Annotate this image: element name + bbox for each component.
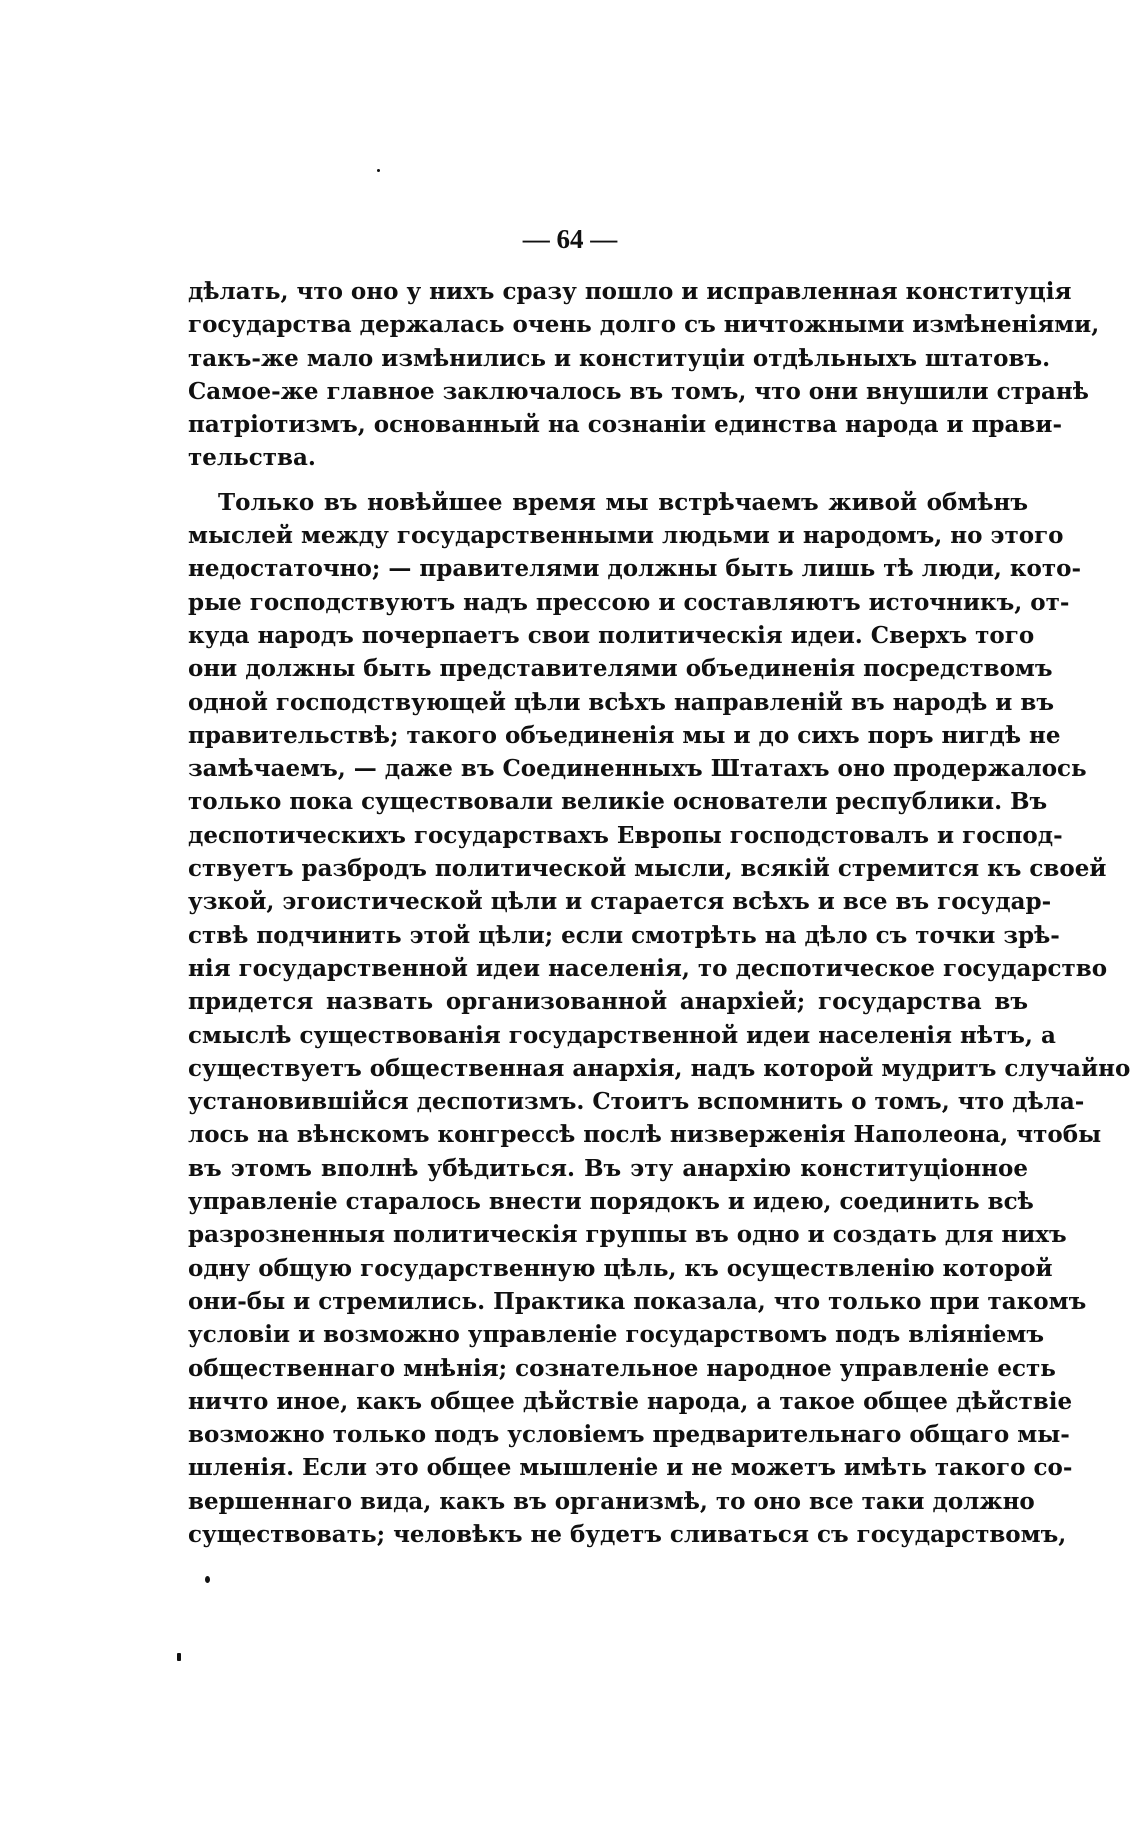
text-line: въ этомъ вполнѣ убѣдиться. Въ эту анархію конституціонное — [188, 1154, 1028, 1182]
text-line: существовать; человѣкъ не будетъ сливаться съ государствомъ, — [188, 1520, 1067, 1548]
text-line: установившійся деспотизмъ. Стоитъ вспомнить о томъ, что дѣла- — [188, 1088, 1085, 1116]
page-number: — 64 — — [522, 224, 618, 254]
text-line: ничто иное, какъ общее дѣйствіе народа, а такое общее дѣйствіе — [188, 1387, 1073, 1415]
text-line: они-бы и стремились. Практика показала, что только при такомъ — [188, 1287, 1087, 1315]
text-line: общественнаго мнѣнія; сознательное народное управленіе есть — [188, 1354, 1056, 1382]
text-line: деспотическихъ государствахъ Европы господстовалъ и господ- — [188, 821, 1063, 849]
text-line: смыслѣ существованія государственной идеи населенія нѣтъ, а — [188, 1021, 1056, 1049]
text-line: разрозненныя политическія группы въ одно и создать для нихъ — [188, 1221, 1067, 1249]
text-line: ствѣ подчинить этой цѣли; если смотрѣть на дѣло съ точки зрѣ- — [188, 921, 1060, 949]
text-line: возможно только подъ условіемъ предварительнаго общаго мы- — [188, 1421, 1070, 1449]
text-line: вершеннаго вида, какъ въ организмѣ, то оно все таки должно — [188, 1487, 1035, 1515]
text-line: правительствѣ; такого объединенія мы и до сихъ поръ нигдѣ не — [188, 721, 1061, 749]
text-line: шленія. Если это общее мышленіе и не можетъ имѣть такого со- — [188, 1454, 1073, 1482]
ink-speck — [377, 169, 380, 172]
text-line: замѣчаемъ, — даже въ Соединенныхъ Штатахъ оно продержалось — [188, 755, 1087, 783]
text-line: лось на вѣнскомъ конгрессѣ послѣ низверженія Наполеона, чтобы — [188, 1121, 1102, 1149]
text-line: такъ-же мало измѣнились и конституціи отдѣльныхъ штатовъ. — [188, 344, 1051, 372]
body-text — [188, 275, 1131, 1551]
text-line: только пока существовали великіе основатели республики. Въ — [188, 788, 1048, 816]
text-line: придется назвать организованной анархіей; государства въ — [188, 988, 1028, 1016]
text-line: ствуетъ разбродъ политической мысли, всякій стремится къ своей — [188, 855, 1107, 883]
text-line: Самое-же главное заключалось въ томъ, что они внушили странѣ — [188, 377, 1089, 405]
text-line: Только въ новѣйшее время мы встрѣчаемъ живой обмѣнъ — [218, 488, 1028, 516]
text-line: рые господствуютъ надъ прессою и составляютъ источникъ, от- — [188, 588, 1070, 616]
text-line: патріотизмъ, основанный на сознаніи единства народа и прави- — [188, 411, 1062, 439]
text-line: управленіе старалось внести порядокъ и идею, соединить всѣ — [188, 1188, 1034, 1216]
ink-speck — [177, 1653, 181, 1661]
text-line: нія государственной идеи населенія, то деспотическое государство — [188, 954, 1108, 982]
text-line: узкой, эгоистической цѣли и старается всѣхъ и все въ государ- — [188, 888, 1052, 916]
text-line: одной господствующей цѣли всѣхъ направленій въ народѣ и въ — [188, 688, 1054, 716]
text-line: одну общую государственную цѣль, къ осуществленію которой — [188, 1254, 1053, 1282]
text-line: дѣлать, что оно у нихъ сразу пошло и исправленная конституція — [188, 278, 1072, 305]
text-line: тельства. — [188, 444, 316, 472]
paragraph-gap — [188, 475, 1028, 486]
ink-speck — [205, 1576, 210, 1583]
text-line: существуетъ общественная анархія, надъ которой мудритъ случайно — [188, 1054, 1131, 1082]
text-line: они должны быть представителями объединенія посредствомъ — [188, 655, 1053, 683]
text-line: мыслей между государственными людьми и народомъ, но этого — [188, 522, 1064, 550]
text-line: куда народъ почерпаетъ свои политическія идеи. Сверхъ того — [188, 621, 1035, 649]
text-line: государства держалась очень долго съ ничтожными измѣненіями, — [188, 311, 1100, 339]
text-line: условіи и возможно управленіе государствомъ подъ вліяніемъ — [188, 1321, 1045, 1349]
text-line: недостаточно; — правителями должны быть лишь тѣ люди, кото- — [188, 555, 1082, 583]
